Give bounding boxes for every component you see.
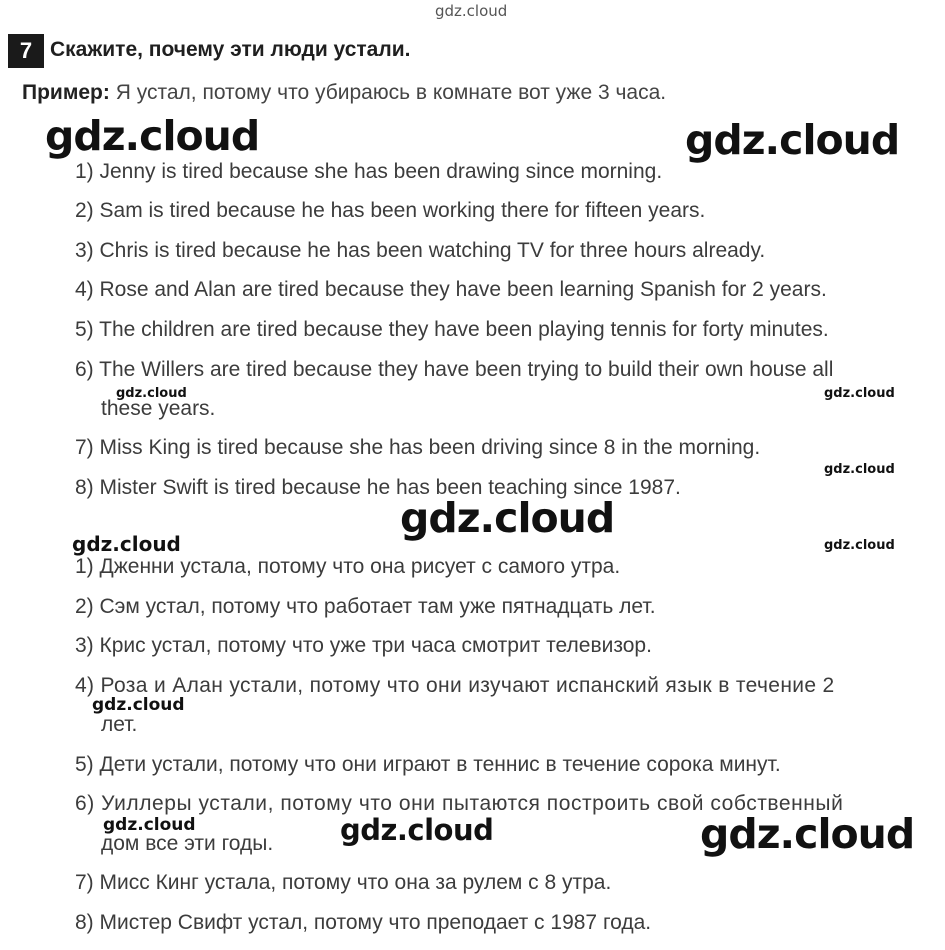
watermark-small-3: gdz.cloud — [824, 462, 895, 477]
english-answer-6-cont: these years. — [101, 397, 216, 420]
russian-answer-2: 2) Сэм устал, потому что работает там уже пятнадцать лет. — [75, 595, 656, 618]
english-answer-7: 7) Miss King is tired because she has been driving since 8 in the morning. — [75, 436, 761, 459]
english-answer-2: 2) Sam is tired because he has been working there for fifteen years. — [75, 199, 706, 222]
example-label: Пример: — [22, 81, 110, 104]
russian-answer-6-cont: дом все эти годы. — [101, 832, 274, 855]
watermark-large-1: gdz.cloud — [45, 112, 260, 160]
russian-answer-6: 6) Уиллеры устали, потому что они пытаются построить свой собственный — [75, 792, 844, 815]
watermark-small-4: gdz.cloud — [824, 538, 895, 553]
watermark-large-3: gdz.cloud — [400, 494, 615, 542]
watermark-medium-1: gdz.cloud — [72, 532, 181, 556]
english-answer-4: 4) Rose and Alan are tired because they have been learning Spanish for 2 years. — [75, 278, 827, 301]
example-line — [22, 81, 666, 105]
watermark-small-2: gdz.cloud — [824, 386, 895, 401]
russian-answer-5: 5) Дети устали, потому что они играют в теннис в течение сорока минут. — [75, 753, 781, 776]
watermark-large-2: gdz.cloud — [685, 116, 900, 164]
english-answer-1: 1) Jenny is tired because she has been drawing since morning. — [75, 160, 663, 183]
english-answer-6: 6) The Willers are tired because they have been trying to build their own house all — [75, 358, 834, 381]
exercise-title: Скажите, почему эти люди устали. — [50, 38, 411, 61]
example-text: Я устал, потому что убираюсь в комнате вот уже 3 часа. — [115, 81, 667, 104]
russian-answer-7: 7) Мисс Кинг устала, потому что она за рулем с 8 утра. — [75, 871, 612, 894]
watermark-medium-2: gdz.cloud — [92, 695, 185, 715]
russian-answer-1: 1) Дженни устала, потому что она рисует с самого утра. — [75, 555, 621, 578]
watermark-large-4: gdz.cloud — [340, 813, 494, 847]
russian-answer-4-cont: лет. — [101, 713, 138, 736]
watermark-large-5: gdz.cloud — [700, 810, 915, 858]
russian-answer-4: 4) Роза и Алан устали, потому что они изучают испанский язык в течение 2 — [75, 674, 835, 697]
english-answer-3: 3) Chris is tired because he has been watching TV for three hours already. — [75, 239, 766, 262]
watermark-medium-3: gdz.cloud — [103, 815, 196, 835]
english-answer-8: 8) Mister Swift is tired because he has been teaching since 1987. — [75, 476, 681, 499]
russian-answer-3: 3) Крис устал, потому что уже три часа смотрит телевизор. — [75, 634, 652, 657]
watermark-top: gdz.cloud — [435, 2, 508, 20]
english-answer-5: 5) The children are tired because they have been playing tennis for forty minutes. — [75, 318, 829, 341]
watermark-small-1: gdz.cloud — [116, 386, 187, 401]
exercise-number-badge: 7 — [8, 34, 44, 68]
russian-answer-8: 8) Мистер Свифт устал, потому что преподает с 1987 года. — [75, 911, 652, 934]
